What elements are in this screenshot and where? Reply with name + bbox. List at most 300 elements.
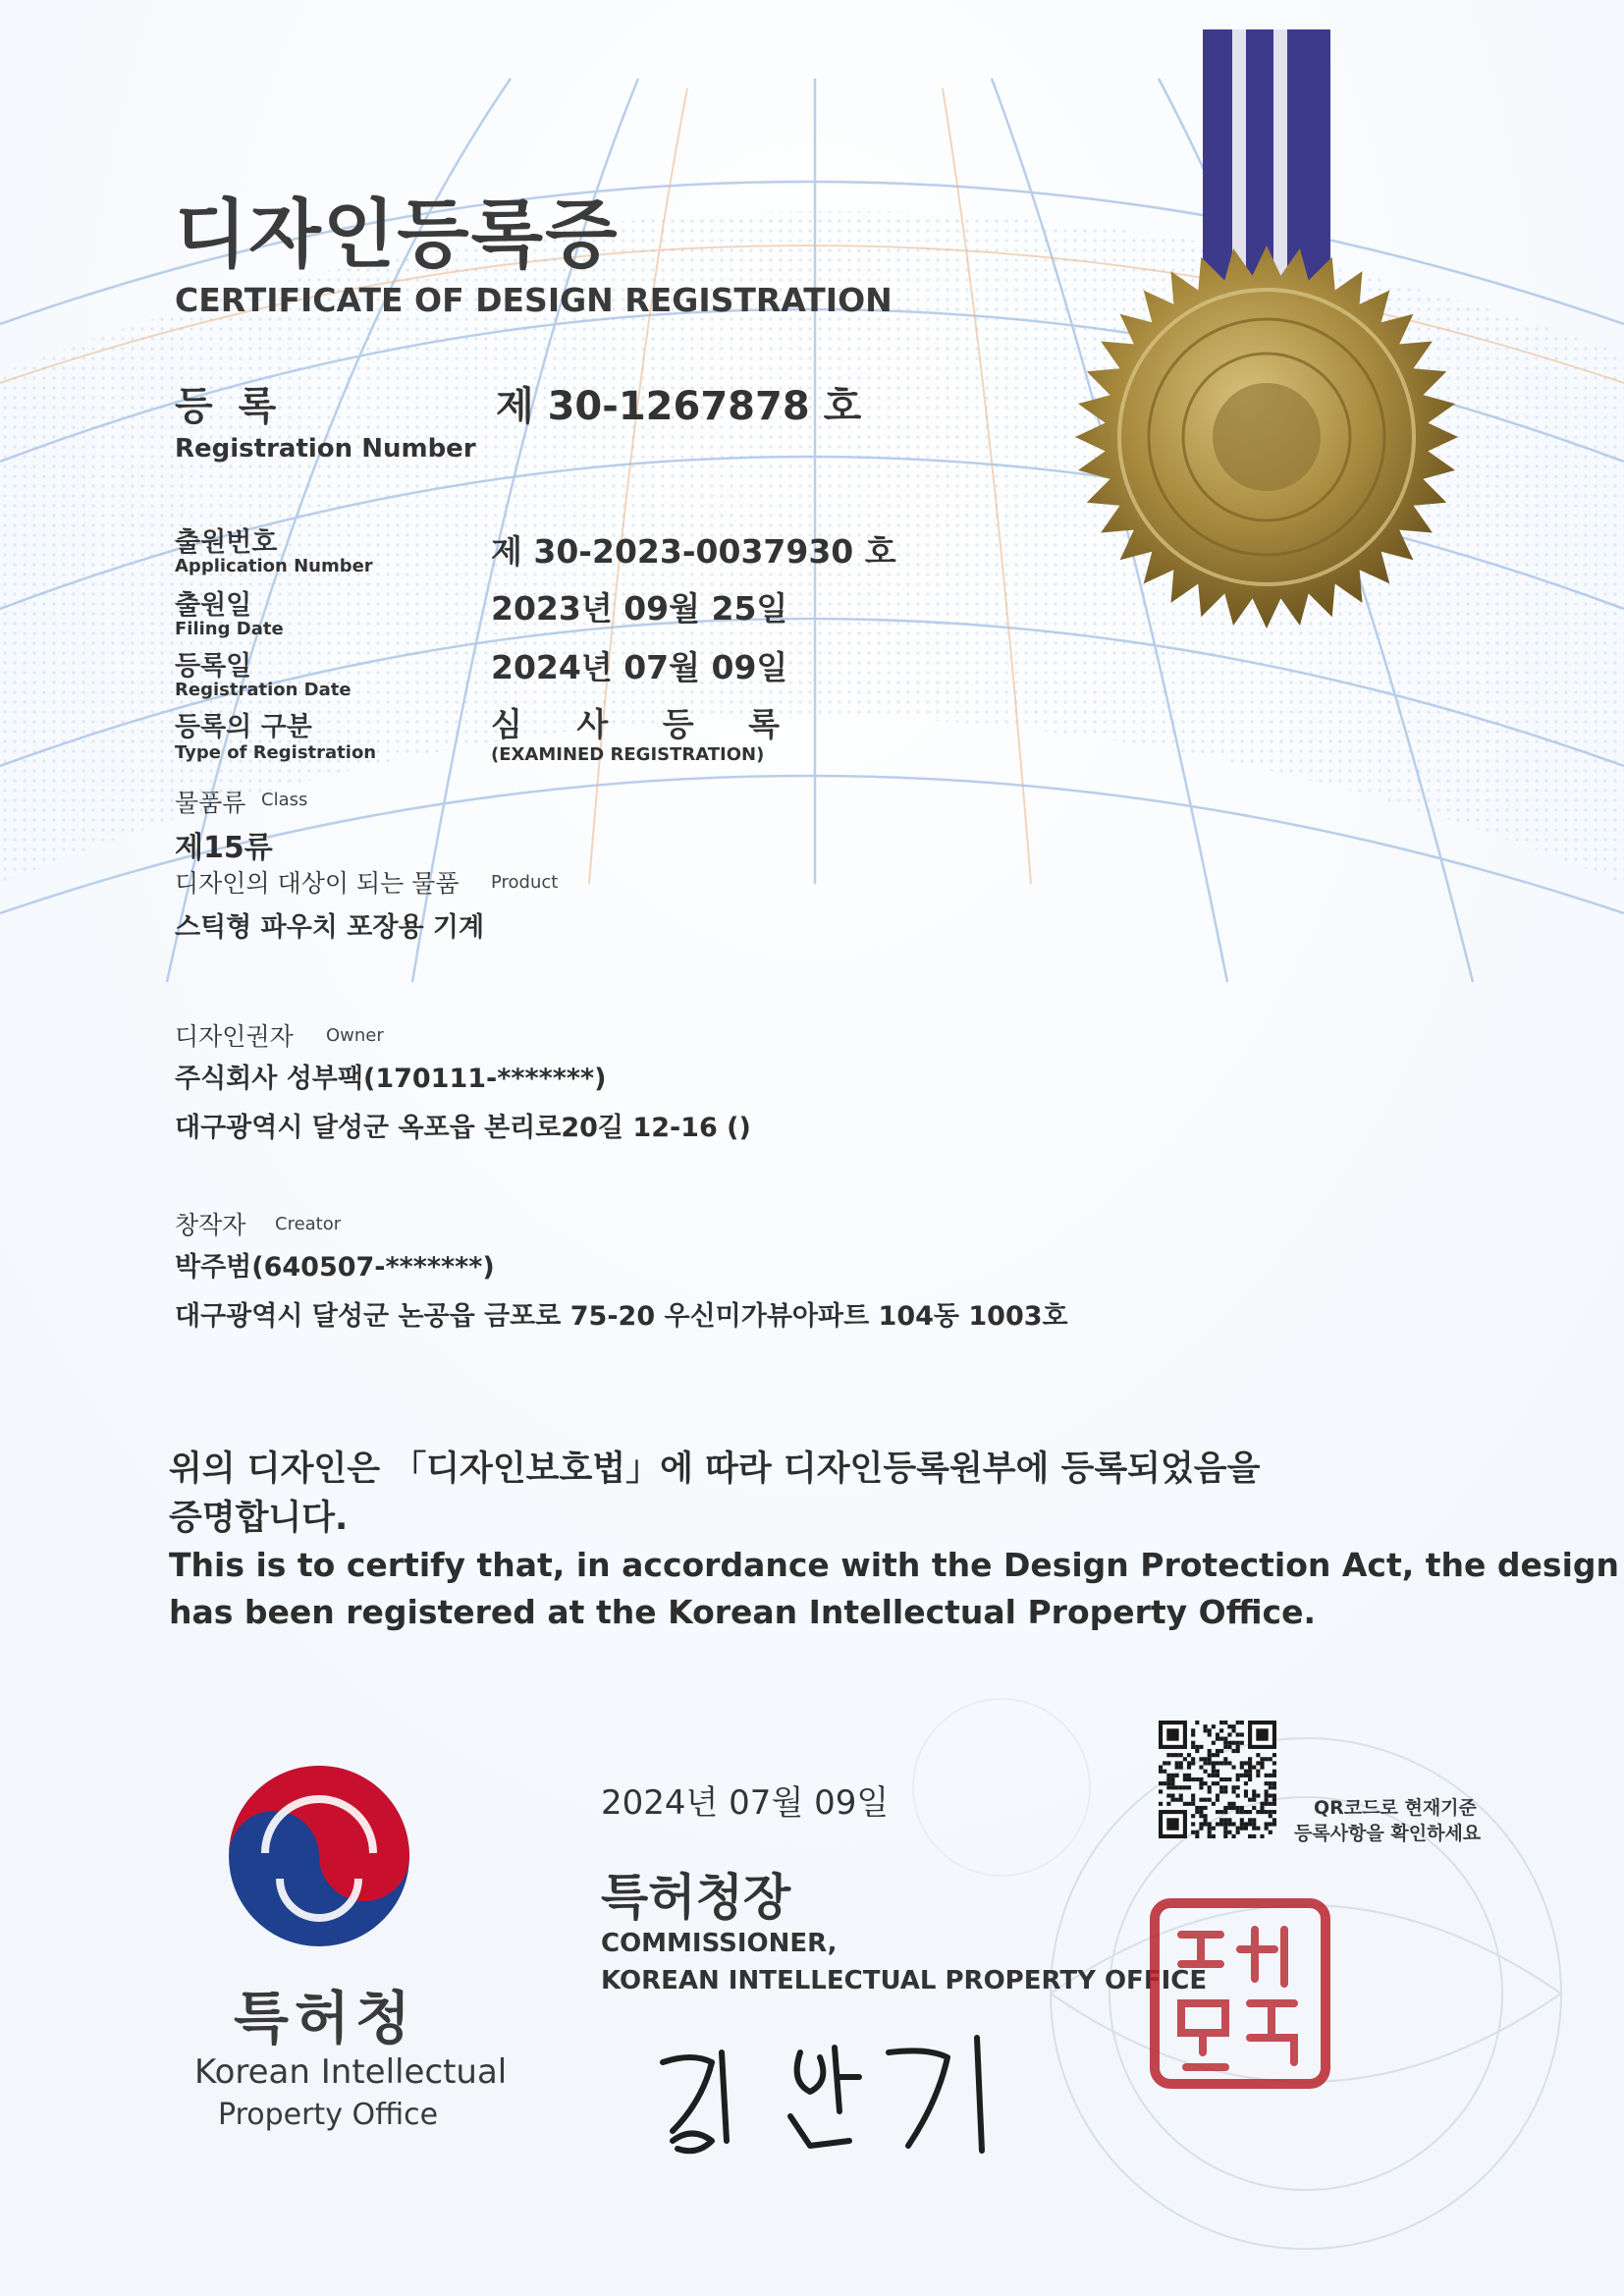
qr-module [1183,1757,1187,1761]
qr-module [1166,1761,1170,1765]
qr-module [1187,1761,1191,1765]
qr-module [1231,1834,1235,1838]
seal-center [1213,383,1321,491]
qr-module [1159,1789,1163,1793]
qr-module [1212,1766,1216,1770]
qr-module [1260,1802,1264,1806]
qr-module [1248,1770,1252,1774]
qr-module [1269,1793,1272,1797]
qr-module [1252,1798,1256,1802]
qr-module [1252,1766,1256,1770]
qr-module [1219,1810,1223,1814]
qr-module [1199,1798,1203,1802]
qr-module [1216,1774,1219,1777]
qr-module [1204,1757,1208,1761]
qr-module [1248,1818,1252,1822]
qr-module [1199,1785,1203,1789]
registration-type-value-korean: 심 사 등 록 [491,705,801,743]
qr-module [1195,1777,1199,1781]
qr-module [1170,1781,1174,1785]
qr-module [1223,1745,1227,1749]
creator-label-korean: 창작자 [175,1211,246,1239]
class-value: 제15류 [175,831,273,865]
qr-module [1199,1827,1203,1831]
qr-module [1272,1761,1276,1765]
qr-module [1216,1810,1219,1814]
qr-module [1175,1753,1179,1757]
qr-module [1219,1777,1223,1781]
qr-module [1244,1793,1248,1797]
qr-module [1159,1781,1163,1785]
creator-address: 대구광역시 달성군 논공읍 금포로 75-20 우신미가뷰아파트 104동 1003호 [175,1301,1068,1332]
qr-module [1223,1777,1227,1781]
statement-korean-line2: 증명합니다. [169,1499,349,1538]
qr-module [1208,1757,1212,1761]
qr-module [1179,1753,1183,1757]
qr-module [1219,1822,1223,1826]
qr-module [1208,1827,1212,1831]
qr-module [1252,1834,1256,1838]
qr-module [1244,1761,1248,1765]
certificate-title-korean: 디자인등록증 [175,191,620,278]
qr-module [1187,1802,1191,1806]
qr-module [1272,1785,1276,1789]
qr-module [1260,1806,1264,1810]
qr-module [1252,1806,1256,1810]
qr-module [1191,1728,1195,1732]
qr-module [1252,1789,1256,1793]
qr-module [1236,1810,1240,1814]
qr-module [1212,1834,1216,1838]
application-number-label-english: Application Number [175,556,373,576]
qr-module [1244,1774,1248,1777]
qr-module [1179,1798,1183,1802]
qr-module [1175,1761,1179,1765]
owner-label-korean: 디자인권자 [175,1022,294,1051]
qr-module [1166,1777,1170,1781]
qr-code-icon[interactable] [1159,1721,1276,1838]
qr-module [1159,1802,1163,1806]
qr-module [1195,1745,1199,1749]
qr-module [1248,1766,1252,1770]
qr-note-line1: QR코드로 현재기준 [1314,1797,1477,1819]
qr-module [1248,1761,1252,1765]
registration-type-label-korean: 등록의 구분 [175,712,312,742]
registration-type-value-english: (EXAMINED REGISTRATION) [491,744,765,765]
qr-module [1269,1781,1272,1785]
qr-module [1260,1810,1264,1814]
qr-module [1170,1774,1174,1777]
qr-module [1231,1741,1235,1745]
qr-module [1187,1766,1191,1770]
qr-module [1269,1774,1272,1777]
qr-module [1163,1761,1166,1765]
qr-module [1244,1827,1248,1831]
qr-module [1236,1806,1240,1810]
filing-date-label-korean: 출원일 [175,590,252,621]
qr-module [1191,1814,1195,1818]
qr-module [1191,1757,1195,1761]
kipo-name-english-line1: Korean Intellectual [194,2052,508,2092]
official-stamp-icon [1147,1895,1333,2092]
application-number-label-korean: 출원번호 [175,527,278,558]
qr-module [1204,1798,1208,1802]
qr-module [1219,1761,1223,1765]
qr-module [1208,1798,1212,1802]
qr-module [1244,1781,1248,1785]
qr-module [1272,1770,1276,1774]
qr-module [1248,1798,1252,1802]
qr-module [1252,1822,1256,1826]
qr-module [1236,1721,1240,1724]
qr-module [1231,1802,1235,1806]
qr-module [1240,1766,1244,1770]
qr-module [1204,1822,1208,1826]
qr-module [1265,1802,1269,1806]
qr-module [1236,1827,1240,1831]
qr-module [1216,1749,1219,1753]
qr-module [1204,1724,1208,1728]
qr-module [1231,1806,1235,1810]
qr-module [1183,1785,1187,1789]
qr-module [1208,1785,1212,1789]
qr-module [1195,1721,1199,1724]
qr-module [1191,1831,1195,1834]
qr-module [1195,1806,1199,1810]
qr-module [1236,1777,1240,1781]
qr-module [1223,1757,1227,1761]
qr-module [1223,1827,1227,1831]
qr-module [1170,1785,1174,1789]
qr-module [1191,1822,1195,1826]
qr-module [1166,1728,1178,1740]
qr-module [1187,1753,1191,1757]
qr-module [1223,1834,1227,1838]
qr-module [1265,1781,1269,1785]
qr-module [1240,1810,1244,1814]
qr-module [1170,1753,1174,1757]
qr-module [1191,1741,1195,1745]
qr-module [1248,1757,1252,1761]
class-label-korean: 물품류 [175,789,246,817]
qr-module [1204,1770,1208,1774]
qr-module [1236,1785,1240,1789]
qr-module [1166,1793,1170,1797]
qr-module [1248,1777,1252,1781]
qr-module [1216,1781,1219,1785]
qr-module [1269,1757,1272,1761]
qr-module [1252,1818,1256,1822]
qr-module [1240,1774,1244,1777]
qr-module [1199,1777,1203,1781]
qr-module [1219,1737,1223,1741]
qr-module [1208,1728,1212,1732]
product-label-korean: 디자인의 대상이 되는 물품 [175,869,460,898]
qr-module [1265,1793,1269,1797]
qr-module [1195,1810,1199,1814]
qr-module [1227,1818,1231,1822]
qr-module [1265,1757,1269,1761]
qr-module [1256,1753,1260,1757]
qr-module [1265,1822,1269,1826]
qr-module [1212,1774,1216,1777]
qr-module [1269,1802,1272,1806]
registration-type-label-english: Type of Registration [175,742,377,763]
qr-module [1236,1745,1240,1749]
qr-module [1248,1834,1252,1838]
qr-module [1170,1798,1174,1802]
kipo-name-english-line2: Property Office [218,2098,439,2132]
qr-module [1199,1822,1203,1826]
qr-module [1219,1818,1223,1822]
qr-module [1240,1818,1244,1822]
qr-module [1175,1774,1179,1777]
qr-module [1240,1822,1244,1826]
qr-module [1208,1749,1212,1753]
qr-module [1240,1721,1244,1724]
qr-module [1240,1806,1244,1810]
qr-module [1212,1781,1216,1785]
qr-module [1223,1785,1227,1789]
qr-module [1223,1831,1227,1834]
qr-module [1223,1741,1227,1745]
registration-number-value: 제 30-1267878 호 [496,384,862,429]
qr-module [1260,1766,1264,1770]
qr-note-line2: 등록사항을 확인하세요 [1294,1823,1482,1844]
qr-module [1227,1806,1231,1810]
qr-module [1227,1822,1231,1826]
issue-date: 2024년 07월 09일 [601,1783,890,1823]
qr-module [1265,1798,1269,1802]
qr-module [1272,1793,1276,1797]
qr-module [1208,1834,1212,1838]
qr-module [1175,1785,1179,1789]
qr-module [1204,1728,1208,1732]
qr-module [1212,1741,1216,1745]
qr-module [1204,1806,1208,1810]
filing-date-value: 2023년 09월 25일 [491,589,788,628]
qr-module [1256,1793,1260,1797]
qr-module [1166,1753,1170,1757]
qr-module [1216,1798,1219,1802]
qr-module [1216,1770,1219,1774]
qr-module [1236,1831,1240,1834]
qr-module [1179,1785,1183,1789]
qr-module [1199,1745,1203,1749]
qr-module [1256,1774,1260,1777]
qr-module [1236,1774,1240,1777]
qr-module [1236,1741,1240,1745]
owner-address: 대구광역시 달성군 옥포읍 본리로20길 12-16 () [175,1113,751,1143]
qr-module [1272,1798,1276,1802]
statement-english-line1: This is to certify that, in accordance with the Design Protection Act, the design [169,1546,1619,1584]
qr-module [1216,1761,1219,1765]
qr-module [1175,1798,1179,1802]
registration-label-english: Registration Number [175,434,476,464]
qr-module [1272,1802,1276,1806]
qr-module [1272,1810,1276,1814]
qr-module [1240,1827,1244,1831]
qr-module [1187,1774,1191,1777]
qr-module [1208,1831,1212,1834]
qr-module [1231,1728,1235,1732]
qr-module [1191,1793,1195,1797]
qr-module [1179,1793,1183,1797]
statement-english-line2: has been registered at the Korean Intellectual Property Office. [169,1593,1317,1631]
qr-module [1208,1774,1212,1777]
qr-module [1166,1781,1170,1785]
qr-module [1260,1834,1264,1838]
issuer-title-english-line1: COMMISSIONER, [601,1929,838,1958]
gold-seal-icon [1070,241,1463,633]
qr-module [1163,1781,1166,1785]
kipo-taegeuk-logo-icon [226,1763,412,1949]
qr-module [1227,1741,1231,1745]
qr-module [1195,1749,1199,1753]
qr-module [1231,1789,1235,1793]
qr-module [1199,1806,1203,1810]
qr-module [1223,1761,1227,1765]
qr-module [1269,1785,1272,1789]
qr-module [1256,1827,1260,1831]
qr-module [1191,1777,1195,1781]
qr-module [1272,1818,1276,1822]
qr-module [1208,1761,1212,1765]
qr-module [1219,1728,1223,1732]
qr-module [1223,1737,1227,1741]
qr-module [1212,1761,1216,1765]
issuer-title-english-line2: KOREAN INTELLECTUAL PROPERTY OFFICE [601,1966,1208,1995]
qr-module [1236,1749,1240,1753]
owner-name: 주식회사 성부팩(170111-*******) [175,1064,607,1094]
qr-module [1265,1774,1269,1777]
qr-module [1223,1818,1227,1822]
qr-module [1199,1814,1203,1818]
creator-name: 박주범(640507-*******) [175,1252,495,1283]
qr-module [1219,1721,1223,1724]
qr-module [1204,1818,1208,1822]
qr-module [1216,1753,1219,1757]
qr-module [1166,1774,1170,1777]
qr-module [1231,1822,1235,1826]
qr-module [1159,1770,1163,1774]
qr-module [1256,1761,1260,1765]
qr-module [1223,1721,1227,1724]
qr-module [1183,1777,1187,1781]
qr-module [1204,1761,1208,1765]
qr-module [1204,1814,1208,1818]
qr-module [1183,1774,1187,1777]
registration-label-korean: 등 록 [175,384,283,429]
qr-module [1272,1753,1276,1757]
kipo-name-korean: 특허청 [234,1985,417,2051]
qr-module [1231,1724,1235,1728]
qr-module [1227,1745,1231,1749]
qr-module [1208,1732,1212,1736]
qr-module [1269,1810,1272,1814]
qr-module [1256,1810,1260,1814]
qr-module [1240,1761,1244,1765]
class-label-english: Class [261,790,308,810]
qr-module [1223,1822,1227,1826]
qr-module [1231,1766,1235,1770]
qr-module [1227,1777,1231,1781]
qr-module [1191,1732,1195,1736]
qr-module [1265,1789,1269,1793]
product-label-english: Product [491,872,559,893]
qr-module [1175,1766,1179,1770]
filing-date-label-english: Filing Date [175,619,284,639]
qr-module [1219,1785,1223,1789]
qr-module [1191,1798,1195,1802]
qr-module [1212,1770,1216,1774]
qr-module [1208,1822,1212,1826]
qr-module [1227,1802,1231,1806]
qr-module [1244,1770,1248,1774]
creator-label-english: Creator [275,1214,342,1234]
qr-module [1191,1761,1195,1765]
registration-date-label-english: Registration Date [175,680,352,700]
qr-module [1256,1728,1268,1740]
qr-module [1256,1770,1260,1774]
qr-module [1269,1831,1272,1834]
statement-korean-line1: 위의 디자인은 「디자인보호법」에 따라 디자인등록원부에 등록되었음을 [169,1449,1261,1489]
qr-module [1170,1793,1174,1797]
qr-module [1272,1774,1276,1777]
qr-module [1231,1785,1235,1789]
qr-module [1212,1753,1216,1757]
qr-module [1244,1810,1248,1814]
qr-module [1236,1793,1240,1797]
qr-module [1199,1810,1203,1814]
qr-module [1187,1785,1191,1789]
qr-module [1199,1766,1203,1770]
qr-module [1244,1789,1248,1793]
qr-module [1166,1802,1170,1806]
application-number-value: 제 30-2023-0037930 호 [491,532,896,571]
qr-module [1216,1822,1219,1826]
qr-module [1208,1789,1212,1793]
qr-module [1260,1761,1264,1765]
qr-module [1248,1810,1252,1814]
product-value: 스틱형 파우치 포장용 기계 [175,912,485,943]
qr-module [1219,1789,1223,1793]
qr-module [1191,1745,1195,1749]
qr-module [1179,1766,1183,1770]
qr-module [1159,1766,1163,1770]
qr-module [1187,1777,1191,1781]
qr-module [1240,1741,1244,1745]
qr-module [1216,1793,1219,1797]
qr-module [1216,1732,1219,1736]
qr-module [1195,1831,1199,1834]
qr-module [1231,1749,1235,1753]
qr-module [1248,1774,1252,1777]
qr-module [1191,1802,1195,1806]
qr-module [1212,1802,1216,1806]
qr-module [1269,1822,1272,1826]
qr-module [1265,1810,1269,1814]
qr-module [1265,1827,1269,1831]
qr-module [1236,1732,1240,1736]
qr-module [1183,1802,1187,1806]
qr-module [1212,1724,1216,1728]
qr-module [1219,1749,1223,1753]
qr-module [1223,1789,1227,1793]
qr-module [1170,1777,1174,1781]
qr-module [1227,1732,1231,1736]
qr-module [1227,1831,1231,1834]
